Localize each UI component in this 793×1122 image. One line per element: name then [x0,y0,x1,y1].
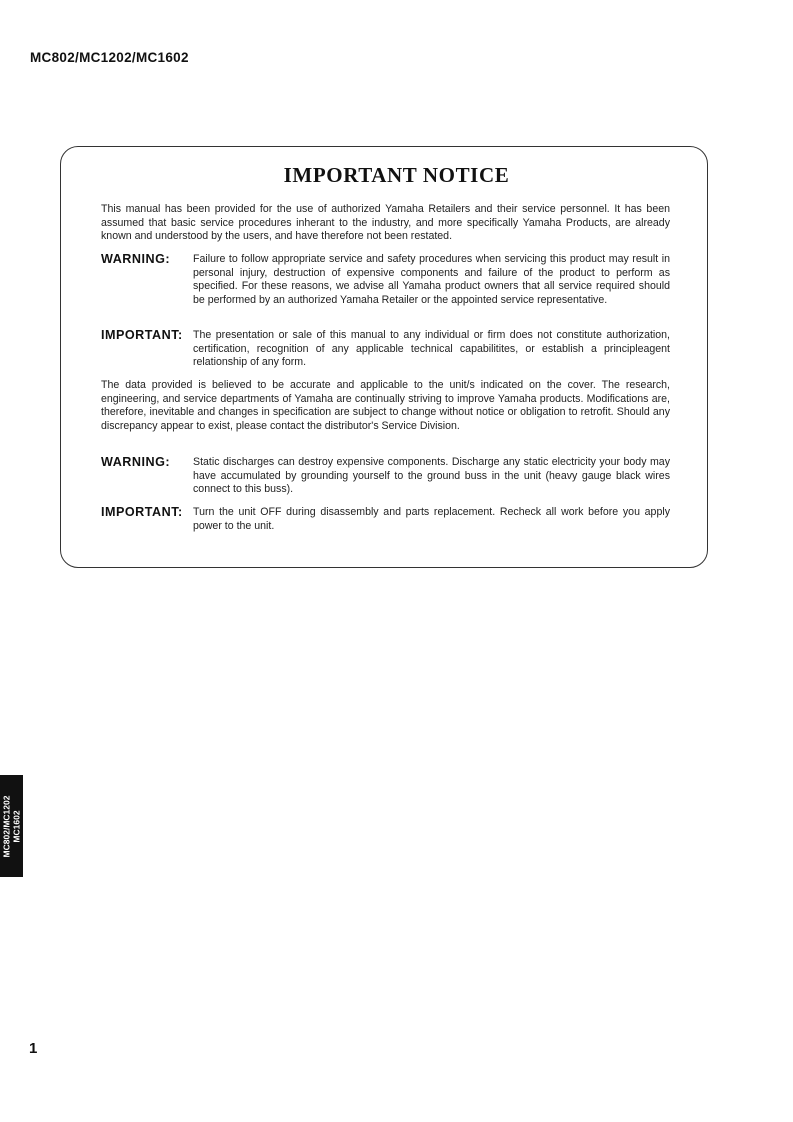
important-label: IMPORTANT: [101,505,183,519]
document-model-header: MC802/MC1202/MC1602 [30,50,189,65]
warning-label: WARNING: [101,455,171,469]
warning-label: WARNING: [101,252,171,266]
model-side-tab [0,775,23,877]
notice-title: IMPORTANT NOTICE [283,163,510,187]
warning-text-static: Static discharges can destroy expensive components. Discharge any static electricity your body may have accumulated by grounding yourself to the ground buss in the unit (heavy gauge black wires connect to this buss). [193,456,670,496]
data-disclaimer-paragraph: The data provided is believed to be accurate and applicable to the unit/s indicated on the cover. The research, engineering, and service departments of Yamaha are continually striving to improve Yamaha products. Modifications are, therefore, inevitable and changes in specification are subject to change without notice or obligation to retrofit. Should any discrepancy appear to exist, please contact the distributor's Service Division. [101,379,670,432]
side-tab-label: MC802/MC1202 MC1602 [1,795,21,857]
important-text-power: Turn the unit OFF during disassembly and parts replacement. Recheck all work before you apply power to the unit. [193,506,670,532]
page-number: 1 [29,1040,38,1057]
important-label: IMPORTANT: [101,328,183,342]
warning-text-service: Failure to follow appropriate service and safety procedures when servicing this product may result in personal injury, destruction of expensive components and failure of the product to perform as specified. For these reasons, we advise all Yamaha product owners that all service required should be performed by an authorized Yamaha Retailer or the appointed service representative. [193,253,670,306]
important-text-authorization: The presentation or sale of this manual to any individual or firm does not constitute authorization, certification, recognition of any applicable technical capabilitites, or establish a principleagent relationship of any form. [193,329,670,369]
intro-paragraph: This manual has been provided for the use of authorized Yamaha Retailers and their service personnel. It has been assumed that basic service procedures inherant to the industry, and more specifically Yamaha Products, are already known and understood by the users, and have therefore not been restated. [101,203,670,243]
